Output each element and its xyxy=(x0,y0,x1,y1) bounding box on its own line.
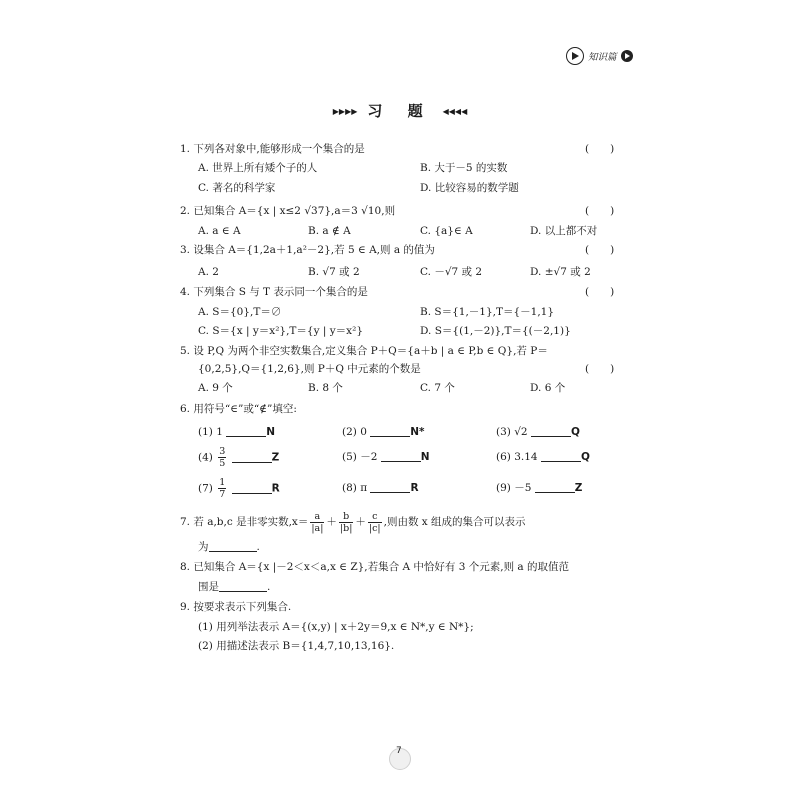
q8-text-b: . xyxy=(267,581,271,593)
fraction xyxy=(218,477,226,500)
circle-play-icon xyxy=(566,47,584,65)
page-number-text: 7 xyxy=(396,746,402,756)
denominator: 7 xyxy=(219,489,226,500)
plus-sign: ＋ xyxy=(326,516,337,528)
fill-blank[interactable] xyxy=(370,426,410,437)
q4-option-a: A. S＝{0},T＝∅ xyxy=(198,306,282,318)
set-symbol: R xyxy=(410,482,419,494)
fill-blank[interactable] xyxy=(232,483,272,494)
q5-option-b: B. 8 个 xyxy=(308,382,343,394)
q2-option-c: C. {a}∈ A xyxy=(420,225,473,237)
item-label: (4) xyxy=(198,451,213,464)
page-number xyxy=(370,740,410,776)
denominator: |c| xyxy=(368,522,381,534)
numerator: 1 xyxy=(219,477,226,488)
fill-blank[interactable] xyxy=(232,452,272,463)
section-badge xyxy=(566,46,633,66)
q9-stem: 9. 按要求表示下列集合. xyxy=(180,601,292,613)
item-label: (2) 0 xyxy=(342,426,367,438)
q9-part-2: (2) 用描述法表示 B＝{1,4,7,10,13,16}. xyxy=(198,640,395,652)
fill-blank[interactable] xyxy=(209,541,257,552)
q5-stem-line1: 5. 设 P,Q 为两个非空实数集合,定义集合 P＋Q＝{a＋b | a ∈ P,b ∈ Q},若 P＝ xyxy=(180,345,548,357)
q5-option-d: D. 6 个 xyxy=(530,382,566,394)
fraction xyxy=(310,511,324,534)
q3-stem: 3. 设集合 A＝{1,2a＋1,a²－2},若 5 ∈ A,则 a 的值为 xyxy=(180,244,435,256)
item-label: (9) －5 xyxy=(496,482,532,494)
page-title xyxy=(0,100,800,121)
answer-paren: ( ) xyxy=(585,363,615,375)
q4-option-d: D. S＝{(1,－2)},T＝{(－2,1)} xyxy=(420,325,571,337)
item-label: (6) 3.14 xyxy=(496,451,538,463)
q1-option-b: B. 大于－5 的实数 xyxy=(420,162,508,174)
q2-option-a: A. a ∈ A xyxy=(198,225,241,237)
plus-sign: ＋ xyxy=(355,516,366,528)
q2-option-b: B. a ∉ A xyxy=(308,225,351,237)
q6-item-2 xyxy=(342,425,425,439)
set-symbol: Z xyxy=(574,482,583,494)
answer-paren: ( ) xyxy=(585,205,615,217)
answer-paren: ( ) xyxy=(585,244,615,256)
q5-stem-line2: {0,2,5},Q＝{1,2,6},则 P＋Q 中元素的个数是 xyxy=(198,363,421,375)
fraction xyxy=(368,511,382,534)
set-symbol: Z xyxy=(271,451,280,464)
fill-blank[interactable] xyxy=(531,426,571,437)
answer-paren: ( ) xyxy=(585,143,615,155)
q2-option-d: D. 以上都不对 xyxy=(530,225,598,237)
fraction xyxy=(218,446,226,469)
play-icon xyxy=(621,50,633,62)
q1-option-c: C. 著名的科学家 xyxy=(198,182,276,194)
item-label: (7) xyxy=(198,482,213,495)
numerator: c xyxy=(368,511,382,523)
fill-blank[interactable] xyxy=(226,426,266,437)
q3-option-c: C. －√7 或 2 xyxy=(420,266,483,278)
item-label: (8) π xyxy=(342,482,368,494)
q6-item-3 xyxy=(496,425,580,439)
q7-text-d: . xyxy=(256,541,260,553)
fill-blank[interactable] xyxy=(541,451,581,462)
q6-item-1 xyxy=(198,425,275,439)
fill-blank[interactable] xyxy=(370,482,410,493)
q7-text-c: 为 xyxy=(198,541,209,553)
q4-option-c: C. S＝{x | y＝x²},T＝{y | y＝x²} xyxy=(198,325,363,337)
answer-paren: ( ) xyxy=(585,286,615,298)
fill-blank[interactable] xyxy=(535,482,575,493)
set-symbol: Q xyxy=(570,426,580,438)
q3-option-a: A. 2 xyxy=(198,266,219,278)
q2-stem: 2. 已知集合 A＝{x | x≤2 √37},a＝3 √10,则 xyxy=(180,205,396,217)
set-symbol: N xyxy=(266,426,276,438)
q3-option-b: B. √7 或 2 xyxy=(308,266,360,278)
q6-item-8 xyxy=(342,481,419,495)
q8-stem-line1: 8. 已知集合 A＝{x |－2＜x＜a,x ∈ Z},若集合 A 中恰好有 3 个元素,则 a 的取值范 xyxy=(180,561,570,573)
denominator: 5 xyxy=(219,458,226,469)
q8-stem-line2 xyxy=(198,580,270,594)
denominator: |b| xyxy=(339,522,353,534)
numerator: b xyxy=(339,511,353,523)
q6-stem: 6. 用符号“∈”或“∉”填空: xyxy=(180,403,297,415)
q4-stem: 4. 下列集合 S 与 T 表示同一个集合的是 xyxy=(180,286,368,298)
q3-option-d: D. ±√7 或 2 xyxy=(530,266,591,278)
q4-option-b: B. S＝{1,－1},T＝{－1,1} xyxy=(420,306,555,318)
set-symbol: N* xyxy=(410,426,425,438)
item-label: (3) √2 xyxy=(496,426,528,438)
title-text: 习 题 xyxy=(367,102,433,120)
numerator: 3 xyxy=(219,446,226,457)
q6-item-6 xyxy=(496,450,590,464)
q5-option-c: C. 7 个 xyxy=(420,382,455,394)
q7-stem-line1 xyxy=(180,510,526,534)
set-symbol: R xyxy=(271,482,280,495)
fill-blank[interactable] xyxy=(219,581,267,592)
q6-item-5 xyxy=(342,450,430,464)
fraction xyxy=(339,511,353,534)
q6-item-4 xyxy=(198,446,279,469)
q5-option-a: A. 9 个 xyxy=(198,382,233,394)
set-symbol: Q xyxy=(580,451,590,463)
q8-text-a: 围是 xyxy=(198,581,219,593)
item-label: (5) －2 xyxy=(342,451,378,463)
numerator: a xyxy=(310,511,324,523)
left-arrows-icon: ▶▶▶▶ xyxy=(332,107,358,116)
q7-stem-line2 xyxy=(198,540,260,554)
q6-item-7 xyxy=(198,477,280,500)
q1-stem: 1. 下列各对象中,能够形成一个集合的是 xyxy=(180,143,365,155)
q9-part-1: (1) 用列举法表示 A＝{(x,y) | x＋2y＝9,x ∈ N*,y ∈ N*}; xyxy=(198,621,474,633)
q6-item-9 xyxy=(496,481,582,495)
fill-blank[interactable] xyxy=(381,451,421,462)
set-symbol: N xyxy=(420,451,430,463)
badge-label: 知识篇 xyxy=(588,52,617,63)
q7-text-a: 7. 若 a,b,c 是非零实数,x＝ xyxy=(180,516,309,528)
q7-text-b: ,则由数 x 组成的集合可以表示 xyxy=(383,516,526,528)
item-label: (1) 1 xyxy=(198,426,223,438)
right-arrows-icon: ◀◀◀◀ xyxy=(442,107,468,116)
q1-option-d: D. 比较容易的数学题 xyxy=(420,182,519,194)
denominator: |a| xyxy=(311,522,324,534)
q1-option-a: A. 世界上所有矮个子的人 xyxy=(198,162,318,174)
